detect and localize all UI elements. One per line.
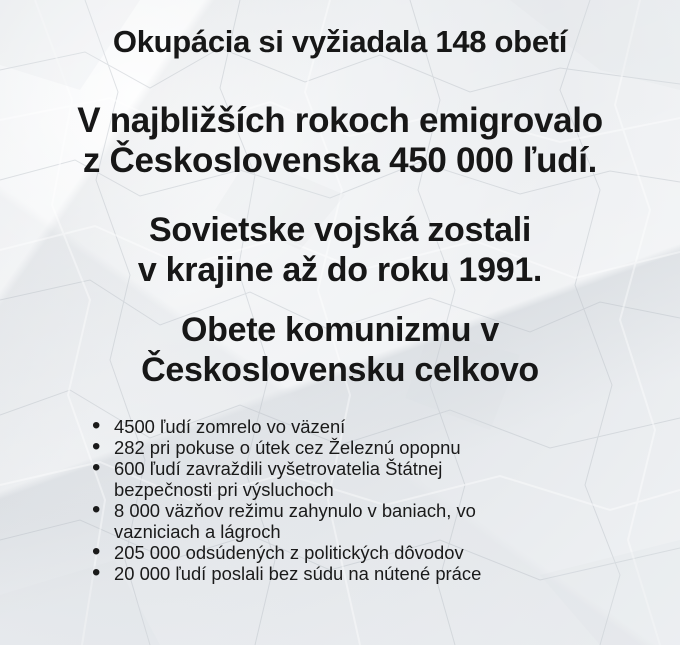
statistic-text-line: bezpečnosti pri výsluchoch <box>114 479 334 500</box>
occupation-victims-heading <box>0 22 680 62</box>
statistic-text-line: • 282 pri pokuse o útek cez Železnú opopnu <box>114 437 461 458</box>
heading-line: Okupácia si vyžiadala 148 obetí <box>112 24 568 59</box>
statistics-list-item <box>92 458 612 500</box>
communism-victims-heading <box>0 310 680 390</box>
statistics-list-item <box>92 416 612 437</box>
soviet-troops-heading <box>0 210 680 290</box>
statistic-text-line: • 205 000 odsúdených z politických dôvodov <box>114 542 464 563</box>
statistics-list-item <box>92 563 612 584</box>
statistic-text-line: vazniciach a lágroch <box>114 521 281 542</box>
soviet-troops-heading-line-1: Sovietske vojská zostali <box>148 211 532 249</box>
emigration-heading-line-1: V najbližších rokoch emigrovalo <box>77 101 603 140</box>
victims-statistics-list <box>92 416 612 584</box>
communism-victims-heading-line-1: Obete komunizmu v <box>181 311 499 349</box>
statistics-list-item <box>92 542 612 563</box>
statistic-text-line: • 4500 ľudí zomrelo vo väzení <box>114 416 346 437</box>
statistic-text-line: • 8 000 väzňov režimu zahynulo v baniach, vo <box>114 500 476 521</box>
statistics-list-item <box>92 437 612 458</box>
emigration-heading-line-2: z Československa 450 000 ľudí. <box>82 141 598 180</box>
statistic-text-line: • 600 ľudí zavraždili vyšetrovatelia Štátnej <box>114 458 443 479</box>
soviet-troops-heading-line-2: v krajine až do roku 1991. <box>137 251 543 289</box>
statistics-list-item <box>92 500 612 542</box>
emigration-heading <box>0 101 680 181</box>
statistic-text-line: • 20 000 ľudí poslali bez súdu na nútené práce <box>114 563 482 584</box>
communism-victims-heading-line-2: Československu celkovo <box>141 351 539 389</box>
